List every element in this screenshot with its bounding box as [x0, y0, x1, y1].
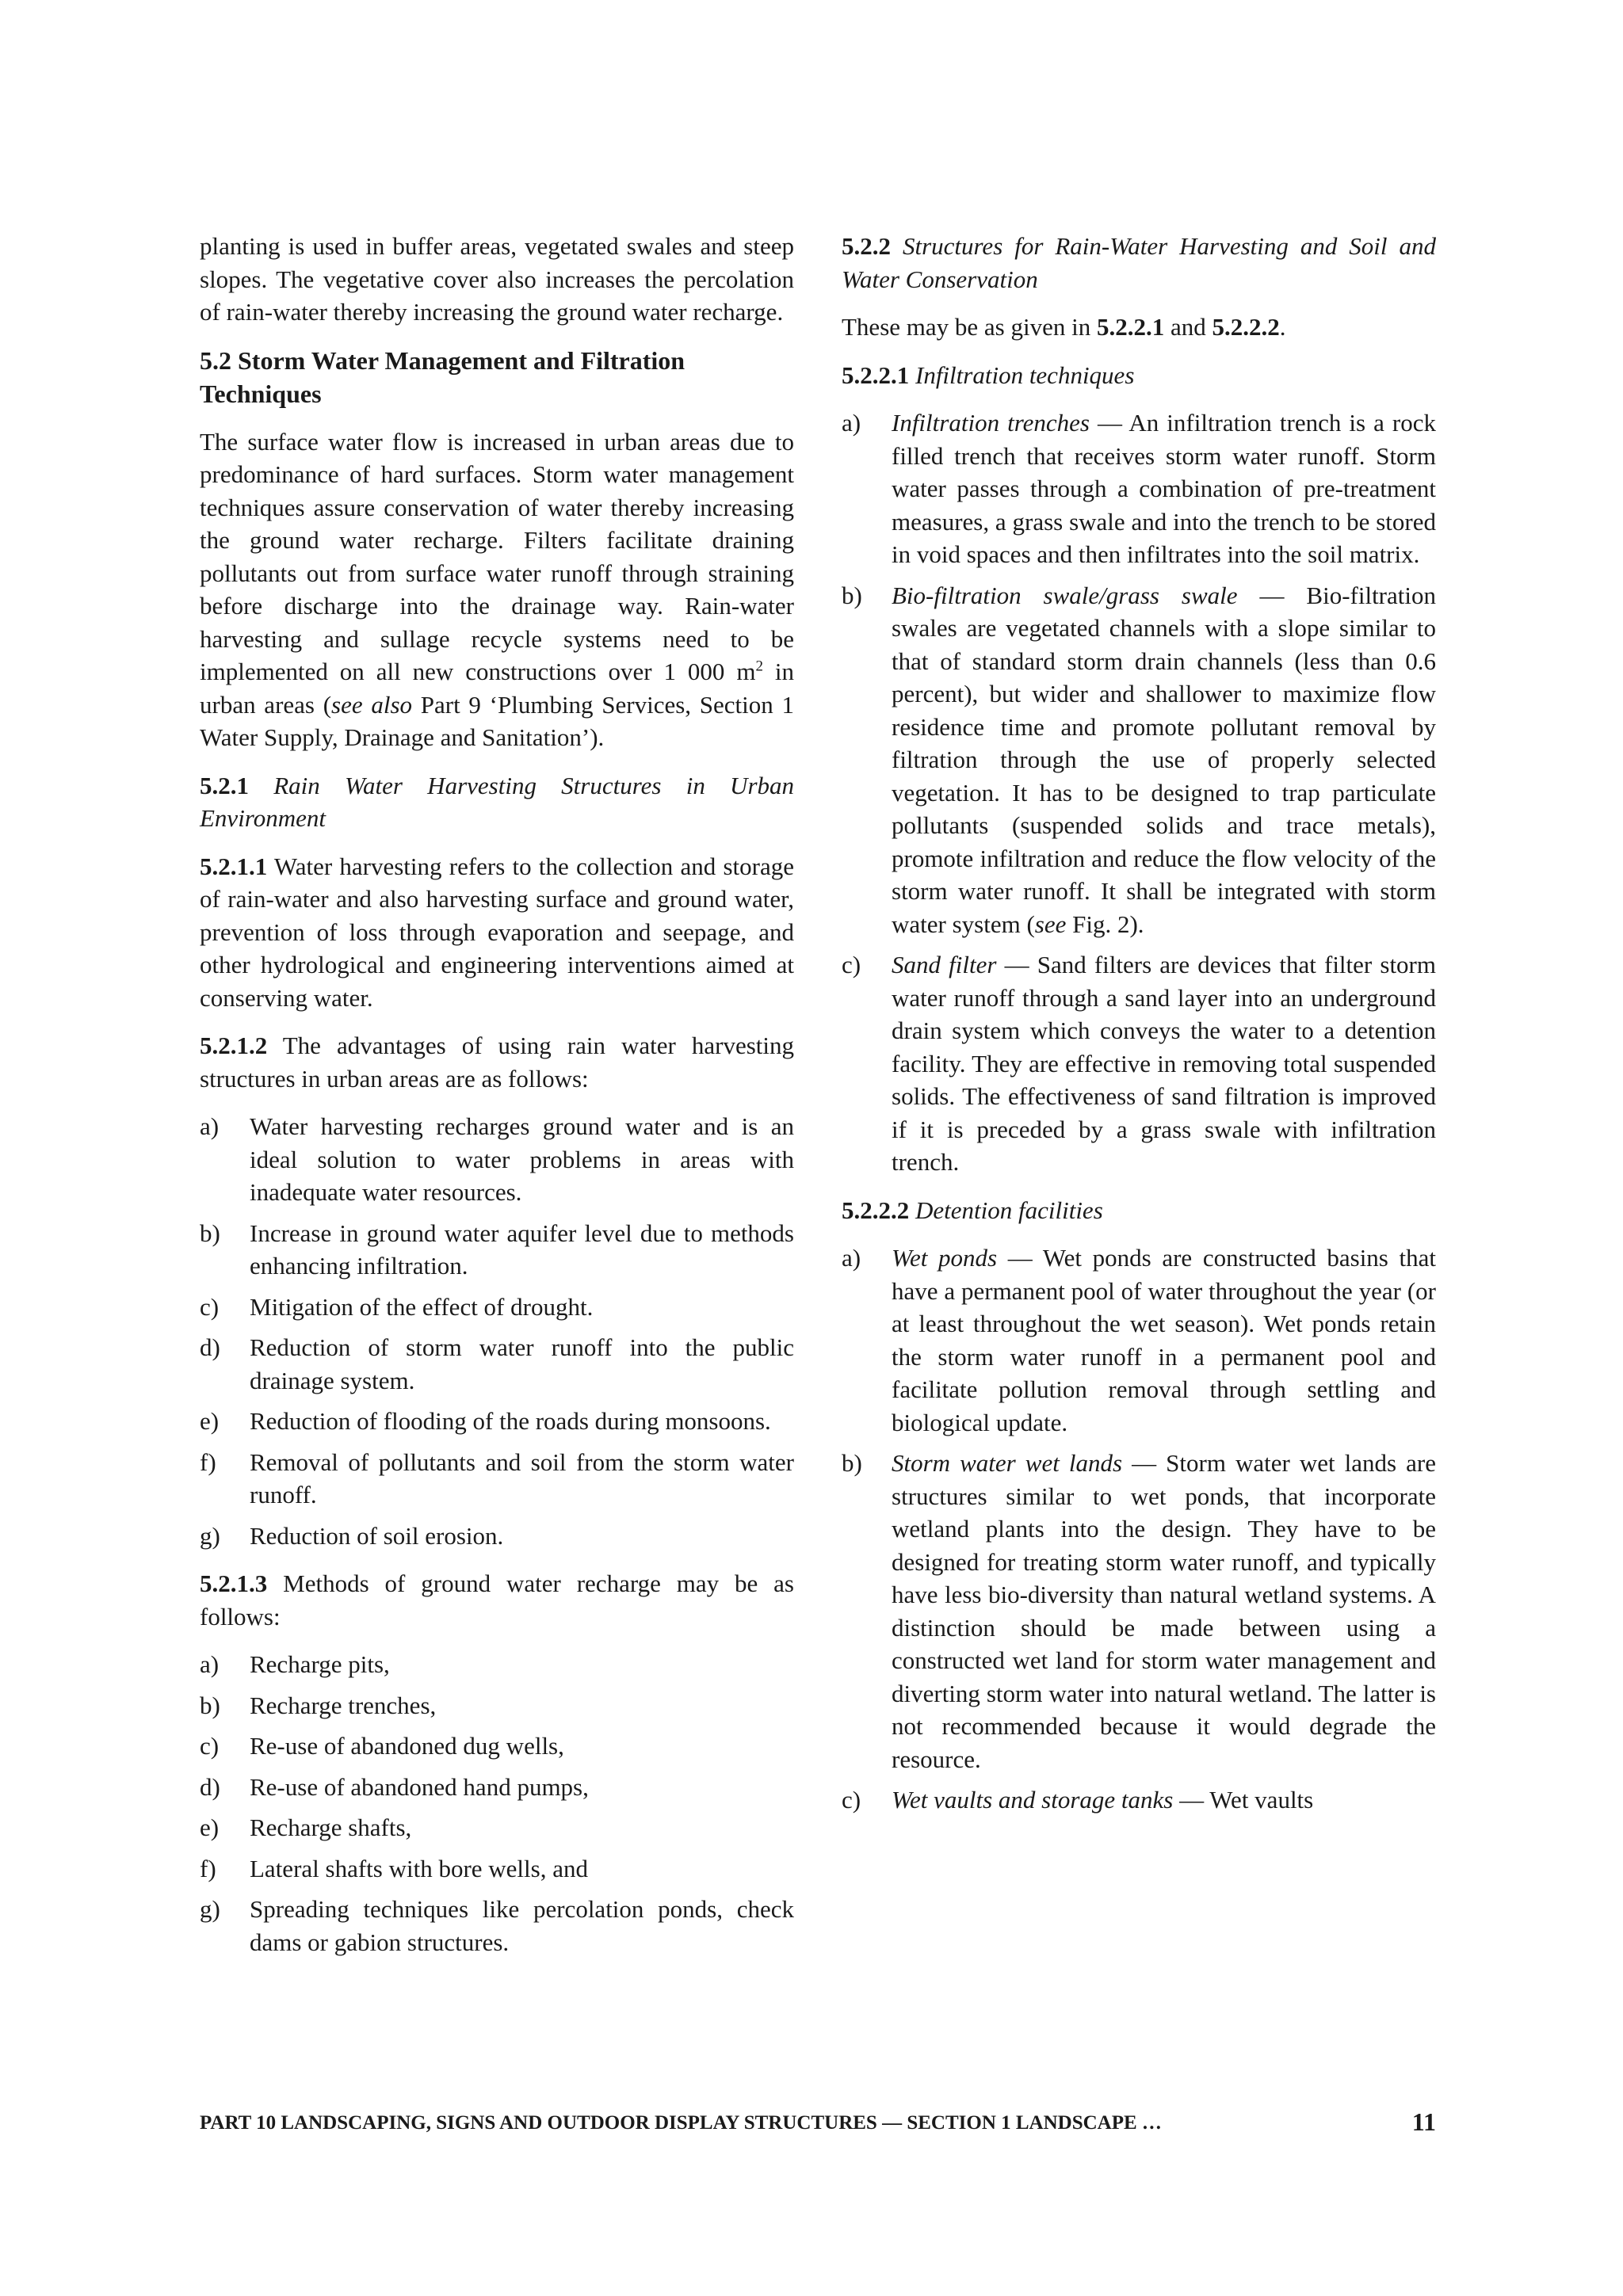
- s5221-title: Infiltration techniques: [915, 360, 1135, 389]
- section-5-2-2-2-heading: [842, 1194, 1436, 1227]
- list-item: [200, 1811, 794, 1844]
- infiltration-list: [842, 406, 1436, 1179]
- list-item: [842, 406, 1436, 571]
- s5212-number: 5.2.1.2: [200, 1032, 268, 1059]
- s52-text-3: Part 9 ‘Plumbing Services, Section 1 Water Supply, Drainage and Sanitation’).: [200, 690, 794, 751]
- item-label: b): [842, 581, 862, 609]
- s522-ref-2: 5.2.2.2: [1212, 313, 1280, 341]
- item-label: e): [200, 1407, 220, 1435]
- item-label: b): [842, 1449, 862, 1477]
- item-text: Increase in ground water aquifer level due to methods enhancing infiltration.: [250, 1219, 794, 1280]
- item-term: Wet ponds: [892, 1244, 998, 1272]
- item-label: c): [842, 1786, 861, 1814]
- item-text: [892, 1447, 1436, 1775]
- item-text: [892, 1783, 1436, 1817]
- s52-superscript: 2: [755, 658, 763, 675]
- s52-text-1: The surface water flow is increased in urban areas due to predominance of hard surfaces. Storm water management techniques assure conservation of water thereby increasing the ground water recharge. Filters facilitate draining pollutants out from surface water runoff through straining before discharge into the drainage way. Rain-water harvesting and sullage recycle systems need to be implemented on all new constructions over 1 000 m: [200, 427, 794, 685]
- item-label: f): [200, 1854, 216, 1882]
- item-label: c): [842, 951, 861, 978]
- list-item: [200, 1110, 794, 1209]
- s5213-text: Methods of ground water recharge may be as follows:: [200, 1569, 794, 1630]
- item-label: a): [200, 1650, 220, 1678]
- item-text: [892, 948, 1436, 1179]
- section-5-2-heading: 5.2 Storm Water Management and Filtration Techniques: [200, 345, 685, 408]
- advantages-list: [200, 1110, 794, 1552]
- s52-see-also: see also: [331, 690, 413, 719]
- section-5-2-2-paragraph: [842, 311, 1436, 344]
- item-label: b): [200, 1691, 220, 1719]
- intro-paragraph: planting is used in buffer areas, vegetated swales and steep slopes. The vegetative cover also increases the percolation of rain-water thereby increasing the ground water recharge.: [200, 232, 794, 326]
- item-label: f): [200, 1447, 216, 1476]
- section-5-2-2-heading: [842, 230, 1436, 296]
- s5222-title: Detention facilities: [915, 1196, 1103, 1224]
- item-label: g): [200, 1521, 220, 1550]
- item-label: c): [200, 1292, 220, 1321]
- item-tail: Fig. 2).: [1066, 910, 1144, 938]
- section-5-2-1-heading: [200, 769, 794, 835]
- list-item: [200, 1730, 794, 1763]
- list-item: [842, 948, 1436, 1179]
- s522-text-1: These may be as given in: [842, 313, 1097, 341]
- s5213-number: 5.2.1.3: [200, 1569, 268, 1597]
- item-term: Bio-filtration swale/grass swale: [892, 581, 1238, 609]
- list-item: [200, 1331, 794, 1397]
- item-body: — Storm water wet lands are structures similar to wet ponds, that incorporate wetland plants into the design. They have to be designed for treating storm water runoff, and typically have less bio-diversity than natural wetland systems. A distinction should be made between using a constructed wet land for storm water management and diverting storm water into natural wetland. The latter is not recommended because it would degrade the resource.: [892, 1449, 1436, 1773]
- item-text: Reduction of storm water runoff into the public drainage system.: [250, 1333, 794, 1394]
- item-text: Reduction of soil erosion.: [250, 1521, 504, 1550]
- s5211-number: 5.2.1.1: [200, 852, 268, 880]
- list-item: [200, 1893, 794, 1958]
- detention-list: [842, 1241, 1436, 1817]
- section-5-2-paragraph: [200, 425, 794, 754]
- item-text: [892, 406, 1436, 571]
- list-item: [200, 1648, 794, 1681]
- item-label: a): [842, 1244, 861, 1272]
- item-term: Infiltration trenches: [892, 409, 1090, 437]
- s5221-number: 5.2.2.1: [842, 360, 910, 389]
- item-text: [892, 1241, 1436, 1439]
- page-number: 11: [1411, 2107, 1436, 2136]
- list-item: [200, 1217, 794, 1283]
- item-body: — Wet vaults: [1173, 1786, 1314, 1814]
- item-text: Recharge trenches,: [250, 1691, 437, 1719]
- s522-text-3: .: [1279, 313, 1286, 341]
- list-item: [842, 1447, 1436, 1775]
- item-label: c): [200, 1732, 220, 1760]
- item-label: e): [200, 1814, 220, 1841]
- item-text: Re-use of abandoned dug wells,: [250, 1732, 564, 1760]
- item-label: g): [200, 1895, 220, 1923]
- footer-running-title: PART 10 LANDSCAPING, SIGNS AND OUTDOOR DISPLAY STRUCTURES — SECTION 1 LANDSCAPE …: [200, 2112, 1162, 2134]
- list-item: [842, 579, 1436, 941]
- item-term: Storm water wet lands: [892, 1449, 1123, 1477]
- list-item: [200, 1852, 794, 1886]
- item-body: — Bio-filtration swales are vegetated channels with a slope similar to that of standard storm drain channels (less than 0.6 percent), but wider and shallower to maximize flow residence time and promote pollutant removal by filtration through the use of properly selected vegetation. It has to be designed to trap particulate pollutants (suspended solids and trace metals), promote infiltration and reduce the flow velocity of the storm water runoff. It shall be integrated with storm water system (: [892, 581, 1436, 938]
- list-item: [842, 1783, 1436, 1817]
- item-text: Mitigation of the effect of drought.: [250, 1292, 594, 1321]
- item-body: — Wet ponds are constructed basins that have a permanent pool of water throughout the year (or at least throughout the wet season). Wet ponds retain the storm water runoff in a permanent pool and facilitate pollution removal through settling and biological update.: [892, 1244, 1437, 1436]
- page-footer: [200, 2107, 1436, 2139]
- s5211-text: Water harvesting refers to the collection and storage of rain-water and also harvesting surface and ground water, prevention of loss through evaporation and seepage, and other hydrological and engineering interventions aimed at conserving water.: [200, 852, 794, 1012]
- s52-text-2: in urban areas (: [200, 658, 794, 719]
- s522-title: Structures for Rain-Water Harvesting and Soil and Water Conservation: [842, 232, 1437, 293]
- item-text: Water harvesting recharges ground water and is an ideal solution to water problems in areas with inadequate water resources.: [250, 1112, 794, 1206]
- s522-text-2: and: [1164, 313, 1212, 341]
- item-label: a): [200, 1112, 220, 1140]
- item-label: a): [842, 409, 861, 437]
- item-label: b): [200, 1219, 220, 1247]
- item-label: d): [200, 1772, 220, 1801]
- right-column: [842, 230, 1436, 1817]
- list-item: [200, 1520, 794, 1553]
- s521-number: 5.2.1: [200, 771, 249, 799]
- list-item: [200, 1446, 794, 1512]
- section-5-2-1-2-paragraph: [200, 1029, 794, 1095]
- section-5-2-1-3-paragraph: [200, 1567, 794, 1633]
- item-label: d): [200, 1333, 220, 1361]
- s5212-text: The advantages of using rain water harvesting structures in urban areas are as follows:: [200, 1032, 794, 1093]
- section-5-2-2-1-heading: [842, 359, 1436, 392]
- methods-list: [200, 1648, 794, 1958]
- s522-number: 5.2.2: [842, 232, 891, 260]
- list-item: [200, 1291, 794, 1324]
- s5222-number: 5.2.2.2: [842, 1196, 910, 1224]
- item-text: Lateral shafts with bore wells, and: [250, 1854, 588, 1882]
- s521-title: Rain Water Harvesting Structures in Urban Environment: [200, 771, 795, 832]
- item-text: Re-use of abandoned hand pumps,: [250, 1772, 589, 1801]
- list-item: [200, 1405, 794, 1438]
- item-text: Spreading techniques like percolation ponds, check dams or gabion structures.: [250, 1895, 794, 1956]
- section-5-2-1-1-paragraph: [200, 850, 794, 1015]
- list-item: [200, 1771, 794, 1804]
- item-text: Reduction of flooding of the roads during monsoons.: [250, 1407, 771, 1435]
- list-item: [200, 1689, 794, 1722]
- item-term: Wet vaults and storage tanks: [892, 1786, 1174, 1814]
- item-see: see: [1034, 910, 1067, 938]
- left-column: [200, 230, 794, 1958]
- item-text: [892, 579, 1436, 941]
- item-term: Sand filter: [892, 951, 997, 978]
- list-item: [842, 1241, 1436, 1439]
- item-text: Recharge pits,: [250, 1650, 390, 1678]
- item-text: Recharge shafts,: [250, 1814, 412, 1841]
- item-text: Removal of pollutants and soil from the storm water runoff.: [250, 1447, 794, 1508]
- s522-ref-1: 5.2.2.1: [1096, 313, 1165, 341]
- item-body: — An infiltration trench is a rock filled trench that receives storm water runoff. Storm water passes through a combination of pre-treatment measures, a grass swale and into the trench to be stored in void spaces and then infiltrates into the soil matrix.: [892, 409, 1437, 568]
- item-body: — Sand filters are devices that filter storm water runoff through a sand layer into an underground drain system which conveys the water to a detention facility. They are effective in removing total suspended solids. The effectiveness of sand filtration is improved if it is preceded by a grass swale with infiltration trench.: [892, 951, 1436, 1176]
